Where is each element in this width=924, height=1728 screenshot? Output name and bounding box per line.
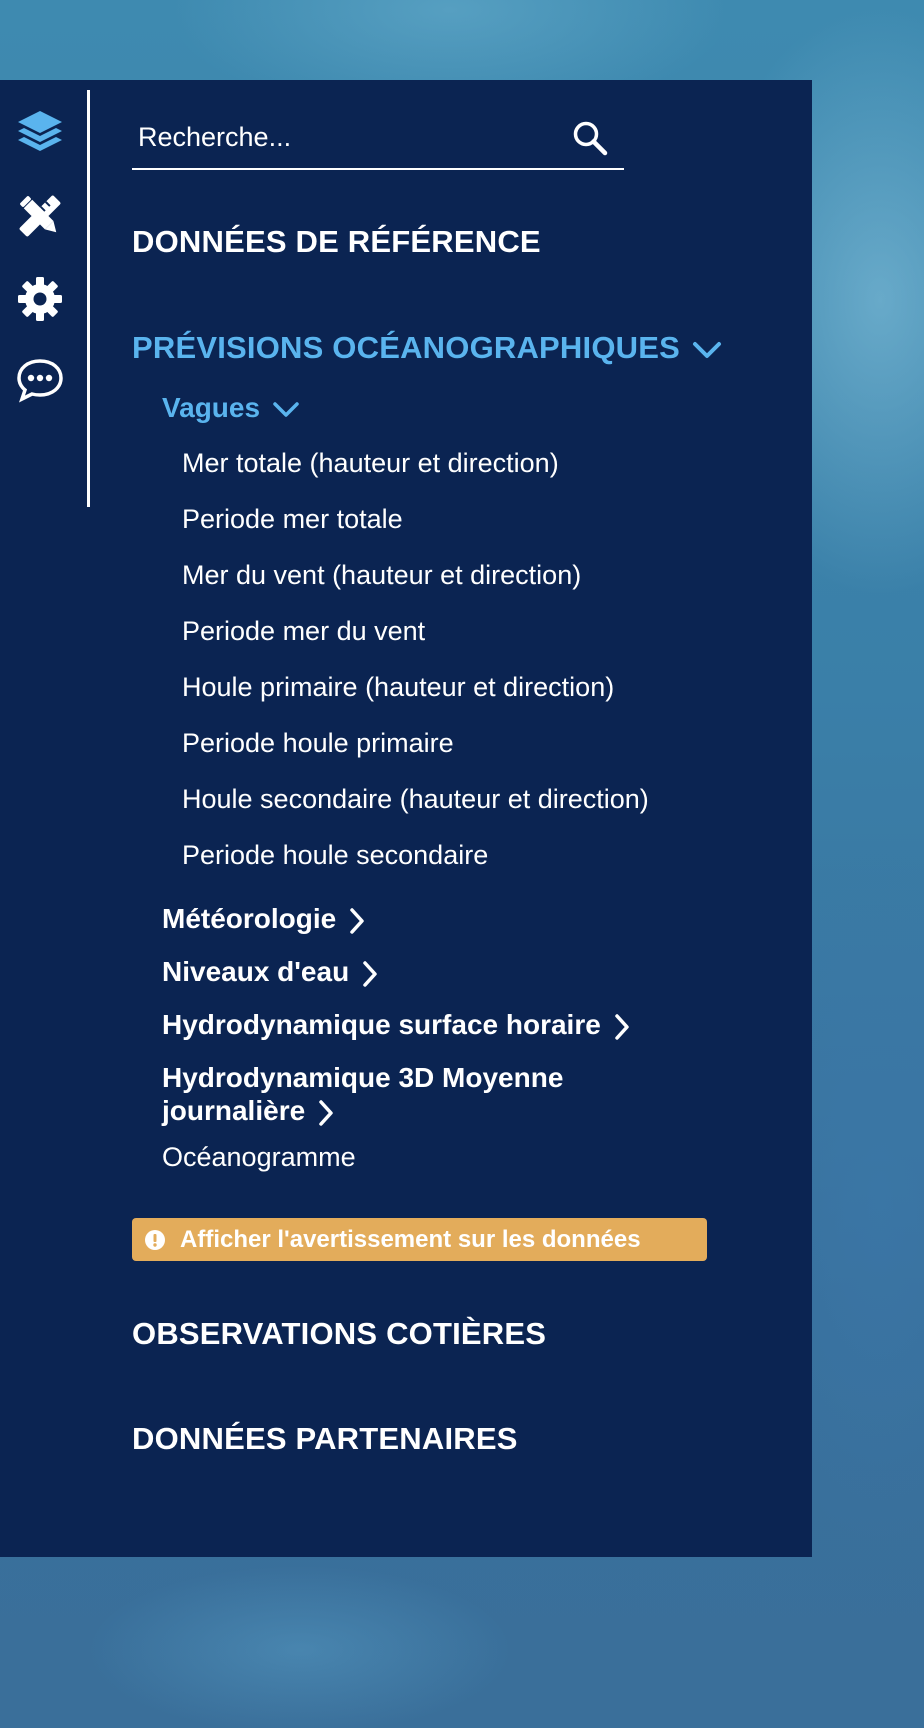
section-oceanographic-forecasts[interactable]: [132, 330, 722, 366]
subsection-hydro-surface[interactable]: [162, 1008, 631, 1041]
section-partner-data-label: DONNÉES PARTENAIRES: [132, 1421, 518, 1456]
subsection-waves[interactable]: [162, 391, 300, 424]
subsection-meteorology[interactable]: [162, 902, 366, 935]
search-button[interactable]: [568, 116, 612, 160]
tool-rail: [0, 80, 90, 1557]
warning-icon: [144, 1229, 166, 1251]
chevron-right-icon: [317, 1099, 335, 1127]
layer-item[interactable]: Periode mer totale: [182, 504, 403, 534]
chevron-down-icon: [272, 401, 300, 419]
chevron-right-icon: [348, 907, 366, 935]
settings-button[interactable]: [12, 271, 68, 327]
layer-item[interactable]: Houle secondaire (hauteur et direction): [182, 784, 649, 814]
subsection-meteorology-label: Météorologie: [162, 903, 337, 934]
layers-button[interactable]: [12, 104, 68, 160]
rail-divider: [87, 90, 90, 507]
chevron-down-icon: [692, 340, 722, 360]
section-coastal-observations-label: OBSERVATIONS COTIÈRES: [132, 1316, 547, 1351]
section-reference-data-label: DONNÉES DE RÉFÉRENCE: [132, 224, 541, 259]
subsection-water-levels[interactable]: [162, 955, 379, 988]
layer-item[interactable]: Periode houle primaire: [182, 728, 454, 758]
layer-item[interactable]: Mer totale (hauteur et direction): [182, 448, 559, 478]
gear-icon: [16, 275, 64, 323]
layer-item[interactable]: Periode houle secondaire: [182, 840, 489, 870]
chat-icon: [15, 355, 65, 405]
section-partner-data[interactable]: [132, 1421, 518, 1457]
layer-item[interactable]: Periode mer du vent: [182, 616, 426, 646]
section-coastal-observations[interactable]: [132, 1316, 546, 1352]
layer-item[interactable]: Mer du vent (hauteur et direction): [182, 560, 582, 590]
subsection-water-levels-label: Niveaux d'eau: [162, 956, 350, 987]
draw-tools-button[interactable]: [12, 188, 68, 244]
layer-item[interactable]: Houle primaire (hauteur et direction): [182, 672, 615, 702]
layers-panel: [0, 80, 812, 1557]
draw-tools-icon: [15, 191, 65, 241]
layer-item-oceanogram[interactable]: Océanogramme: [162, 1142, 356, 1172]
search-box: [132, 110, 624, 170]
feedback-button[interactable]: [12, 352, 68, 408]
subsection-hydro-3d-label-line1: Hydrodynamique 3D Moyenne: [162, 1062, 564, 1093]
subsection-waves-label: Vagues: [162, 392, 261, 423]
section-oceanographic-forecasts-label: PRÉVISIONS OCÉANOGRAPHIQUES: [132, 330, 680, 365]
subsection-hydro-3d-label-line2: journalière: [162, 1095, 306, 1126]
subsection-hydro-surface-label: Hydrodynamique surface horaire: [162, 1009, 601, 1040]
layers-icon: [15, 107, 65, 157]
subsection-hydro-3d[interactable]: [162, 1061, 563, 1127]
search-icon: [571, 119, 609, 157]
data-warning-button[interactable]: [132, 1218, 707, 1261]
search-input[interactable]: [136, 116, 560, 158]
chevron-right-icon: [361, 960, 379, 988]
data-warning-label: Afficher l'avertissement sur les données: [180, 1225, 641, 1253]
section-reference-data[interactable]: [132, 224, 541, 260]
chevron-right-icon: [613, 1013, 631, 1041]
